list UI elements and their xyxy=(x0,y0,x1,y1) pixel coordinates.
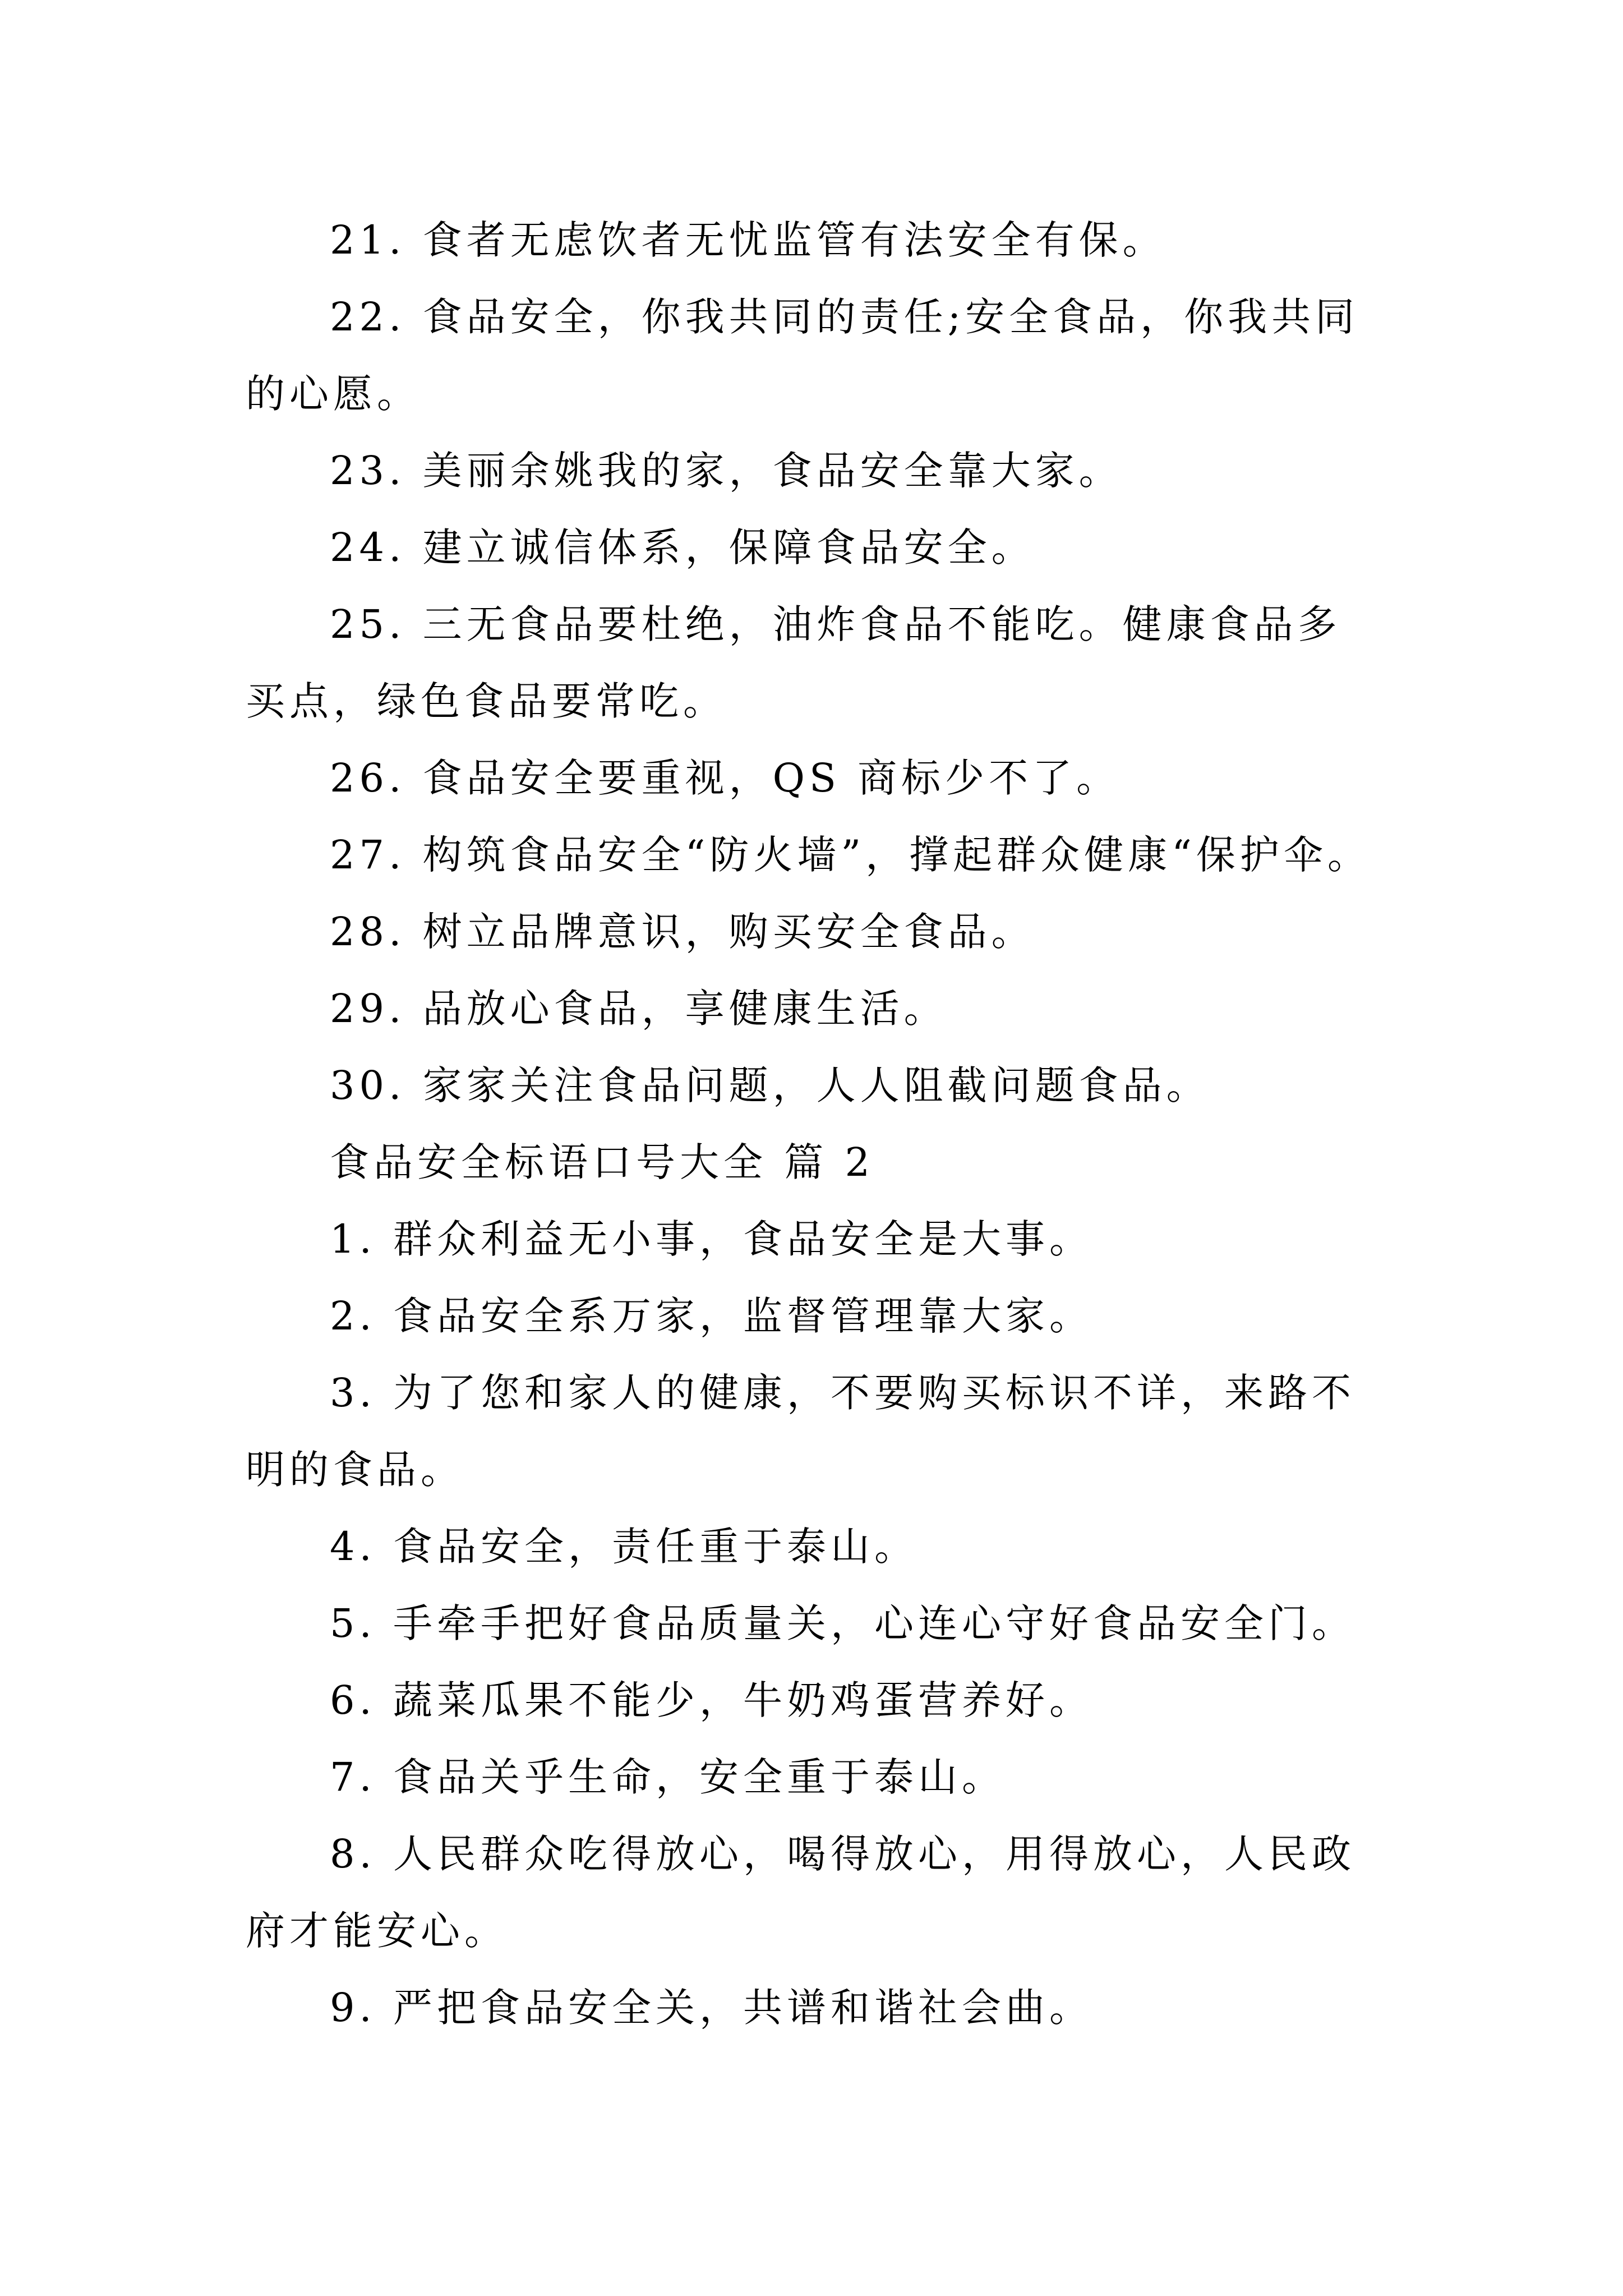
slogan-26: 26. 食品安全要重视，QS 商标少不了。 xyxy=(330,755,1121,801)
slogan-22: 22. 食品安全，你我共同的责任;安全食品，你我共同的心愿。 xyxy=(246,294,1359,417)
document-body xyxy=(246,202,1384,2046)
slogan-4: 4. 食品安全，责任重于泰山。 xyxy=(330,1524,919,1570)
slogan-2: 2. 食品安全系万家，监督管理靠大家。 xyxy=(330,1293,1094,1339)
slogan-28: 28. 树立品牌意识，购买安全食品。 xyxy=(330,909,1035,955)
slogan-9: 9. 严把食品安全关，共谱和谐社会曲。 xyxy=(330,1985,1094,2031)
slogan-23: 23. 美丽余姚我的家，食品安全靠大家。 xyxy=(330,448,1123,494)
slogan-7: 7. 食品关乎生命，安全重于泰山。 xyxy=(330,1754,1006,1800)
slogan-25: 25. 三无食品要杜绝，油炸食品不能吃。健康食品多买点，绿色食品要常吃。 xyxy=(246,601,1341,724)
slogan-29: 29. 品放心食品，享健康生活。 xyxy=(330,986,948,1032)
slogan-27: 27. 构筑食品安全“防火墙”，撑起群众健康“保护伞。 xyxy=(330,832,1371,878)
slogan-21: 21. 食者无虑饮者无忧监管有法安全有保。 xyxy=(330,217,1166,263)
slogan-5: 5. 手牵手把好食品质量关，心连心守好食品安全门。 xyxy=(330,1600,1356,1646)
slogan-6: 6. 蔬菜瓜果不能少，牛奶鸡蛋营养好。 xyxy=(330,1677,1094,1723)
slogan-24: 24. 建立诚信体系，保障食品安全。 xyxy=(330,524,1035,570)
slogan-30: 30. 家家关注食品问题，人人阻截问题食品。 xyxy=(330,1062,1210,1108)
slogan-8: 8. 人民群众吃得放心，喝得放心，用得放心，人民政府才能安心。 xyxy=(246,1831,1356,1954)
section-heading: 食品安全标语口号大全 篇 2 xyxy=(330,1139,875,1185)
slogan-3: 3. 为了您和家人的健康，不要购买标识不详，来路不明的食品。 xyxy=(246,1370,1356,1493)
slogan-1: 1. 群众利益无小事，食品安全是大事。 xyxy=(330,1216,1094,1262)
